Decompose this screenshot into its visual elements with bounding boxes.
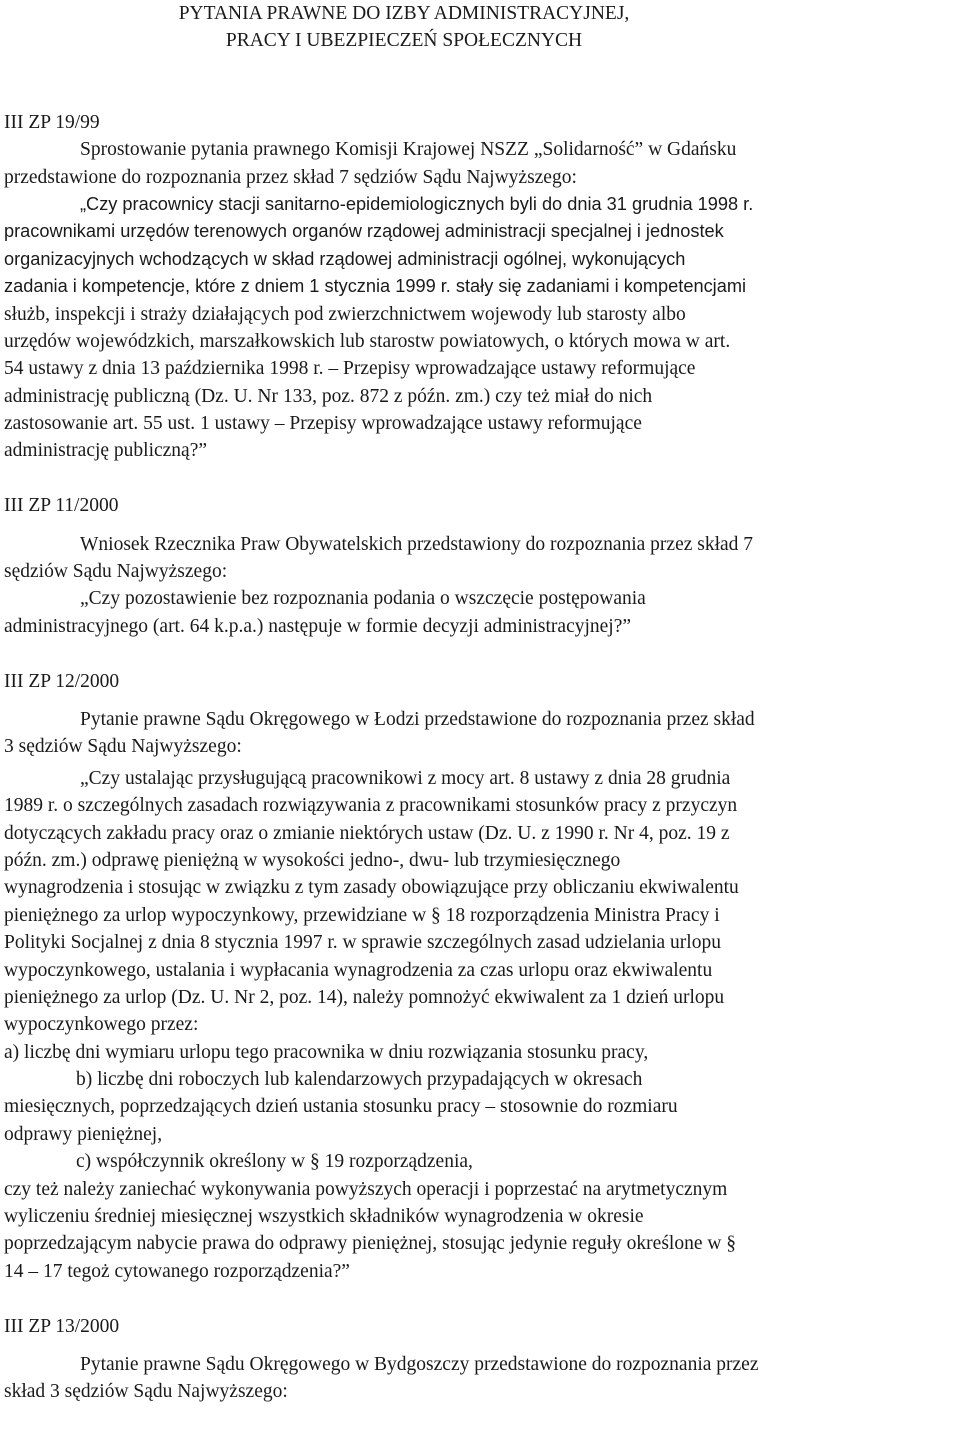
case-intro-line: Pytanie prawne Sądu Okręgowego w Bydgoszczy przedstawione do rozpoznania przez [80,1353,759,1375]
case-intro-line: Pytanie prawne Sądu Okręgowego w Łodzi przedstawione do rozpoznania przez skład [80,708,755,730]
case-question-line: pieniężnego za urlop wypoczynkowy, przewidziane w § 18 rozporządzenia Ministra Pracy i [4,904,720,926]
case-question-line: „Czy pozostawienie bez rozpoznania podania o wszczęcie postępowania [80,588,646,610]
case-question-line: 1989 r. o szczególnych zasadach rozwiązywania z pracownikami stosunków pracy z przyczyn [4,795,738,817]
case-question-line: administrację publiczną (Dz. U. Nr 133, poz. 872 z późn. zm.) czy też miał do nich [4,385,653,407]
case-question-line: urzędów wojewódzkich, marszałkowskich lub starostw powiatowych, o których mowa w art. [4,330,731,352]
header-title-line-2: PRACY I UBEZPIECZEŃ SPOŁECZNYCH [225,30,583,52]
case-signature: III ZP 13/2000 [4,1315,120,1337]
case-question-line: wypoczynkowego, ustalania i wypłacania wynagrodzenia za czas urlopu oraz ekwiwalentu [4,959,713,981]
case-question-line: czy też należy zaniechać wykonywania powyższych operacji i poprzestać na arytmetycznym [4,1178,728,1200]
case-signature: III ZP 11/2000 [4,495,119,517]
case-signature: III ZP 19/99 [4,111,100,133]
case-question-line: miesięcznych, poprzedzających dzień ustania stosunku pracy – stosownie do rozmiaru [4,1096,678,1118]
case-question-line: 14 – 17 tegoż cytowanego rozporządzenia?” [4,1260,350,1282]
section-iii-zp-11-2000 [4,492,956,640]
section-iii-zp-12-2000 [4,668,956,1286]
case-question-line: odprawy pieniężnej, [4,1123,163,1145]
case-question-list-item-a: a) liczbę dni wymiaru urlopu tego pracownika w dniu rozwiązania stosunku pracy, [4,1041,649,1063]
document-header [4,0,956,55]
case-signature: III ZP 12/2000 [4,670,120,692]
case-question-line: zastosowanie art. 55 ust. 1 ustawy – Przepisy wprowadzające ustawy reformujące [4,413,642,435]
case-intro-line: Wniosek Rzecznika Praw Obywatelskich przedstawiony do rozpoznania przez skład 7 [80,533,754,555]
case-question-list-item-c: c) współczynnik określony w § 19 rozporządzenia, [76,1151,473,1173]
case-question-line: wynagrodzenia i stosując w związku z tym zasady obowiązujące przy obliczaniu ekwiwalentu [4,877,739,899]
section-iii-zp-19-99 [4,109,956,465]
case-question-line: wypoczynkowego przez: [4,1014,199,1036]
case-question-line: poprzedzającym nabycie prawa do odprawy pieniężnej, stosując jedynie reguły określone w § [4,1233,737,1255]
case-question-line: organizacyjnych wchodzących w skład rządowej administracji ogólnej, wykonujących [4,248,686,269]
case-intro-line: skład 3 sędziów Sądu Najwyższego: [4,1381,288,1403]
section-iii-zp-13-2000 [4,1313,956,1406]
case-question-line: pieniężnego za urlop (Dz. U. Nr 2, poz. 14), należy pomnożyć ekwiwalent za 1 dzień urlopu [4,986,725,1008]
document-page [4,0,956,1406]
case-question-line: administracyjnego (art. 64 k.p.a.) następuje w formie decyzji administracyjnej?” [4,615,632,637]
case-question-line: dotyczących zakładu pracy oraz o zmianie niektórych ustaw (Dz. U. z 1990 r. Nr 4, poz. 19 z [4,822,730,844]
case-question-line: zadania i kompetencje, które z dniem 1 stycznia 1999 r. stały się zadaniami i kompetencjami [4,276,747,297]
case-question-line: administrację publiczną?” [4,440,208,462]
case-question-line: wyliczeniu średniej miesięcznej wszystkich składników wynagrodzenia w okresie [4,1206,644,1228]
header-title-line-1: PYTANIA PRAWNE DO IZBY ADMINISTRACYJNEJ, [178,3,630,24]
case-question-line: pracownikami urzędów terenowych organów rządowej administracji specjalnej i jednostek [4,221,724,242]
case-intro-line: 3 sędziów Sądu Najwyższego: [4,736,242,758]
case-intro-line: Sprostowanie pytania prawnego Komisji Krajowej NSZZ „Solidarność” w Gdańsku [80,139,737,161]
case-question-line: służb, inspekcji i straży działających pod zwierzchnictwem wojewody lub starosty albo [4,303,686,325]
case-question-line: Polityki Socjalnej z dnia 8 stycznia 1997 r. w sprawie szczególnych zasad udzielania urlopu [4,932,721,954]
case-question-line: „Czy pracownicy stacji sanitarno-epidemiologicznych byli do dnia 31 grudnia 1998 r. [80,193,754,214]
case-intro-line: sędziów Sądu Najwyższego: [4,561,228,583]
case-question-line: późn. zm.) odprawę pieniężną w wysokości jedno-, dwu- lub trzymiesięcznego [4,849,621,871]
case-question-list-item-b: b) liczbę dni roboczych lub kalendarzowych przypadających w okresach [76,1069,643,1091]
case-question-line: „Czy ustalając przysługującą pracownikowi z mocy art. 8 ustawy z dnia 28 grudnia [80,767,731,789]
case-intro-line: przedstawione do rozpoznania przez skład 7 sędziów Sądu Najwyższego: [4,166,577,188]
case-question-line: 54 ustawy z dnia 13 października 1998 r. – Przepisy wprowadzające ustawy reformujące [4,358,696,380]
